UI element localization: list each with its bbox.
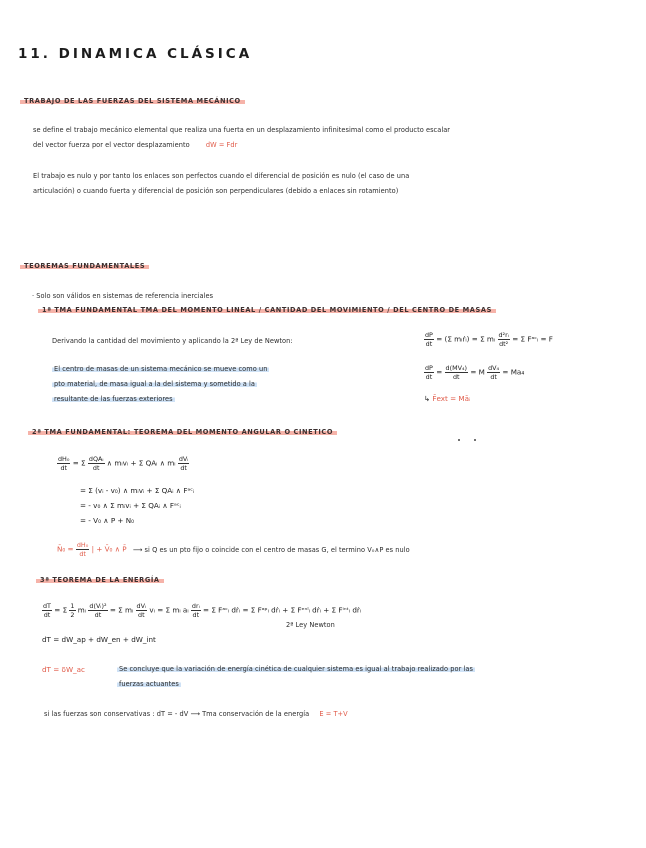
thm3-heading: 3ª TEOREMA DE LA ENERGÍA [36, 576, 164, 584]
work-formula: dW = Fdr [205, 141, 238, 149]
frac-d2r-dt2: $\frac{\text{d²rᵢ}}{\text{dt²}}$ [498, 331, 509, 348]
thm1-heading: 1ª TMA FUNDAMENTAL TMA DEL MOMENTO LINEAL / CANTIDAD DEL MOVIMIENTO / DEL CENTRO DE MASAS [38, 306, 496, 314]
thm3-eq2: dT = dW_ap + dW_en + dW_int [42, 635, 156, 644]
page-title: 11. DINAMICA CLÁSICA [18, 46, 253, 62]
thm2-eq3: = - v₀ ∧ Σ mᵢvᵢ + Σ QAᵢ ∧ Fᵃᶜᵢ [80, 501, 181, 510]
thm1-eq1: $\frac{dP}{dt}$ = (Σ mᵢṙᵢ) = Σ mᵢ $\frac{\text{d²rᵢ}}{\text{dt²}}$ = Σ Fᵃᶜᵢ = F [425, 331, 553, 348]
trabajo-line-3: El trabajo es nulo y por tanto los enlaces son perfectos cuando el diferencial de posición es nulo (el caso de una [33, 172, 410, 180]
thm1-blue-1: El centro de masas de un sistema mecánico se mueve como un [54, 365, 268, 373]
thm2-eq2: = Σ (vᵢ - v₀) ∧ mᵢvᵢ + Σ QAᵢ ∧ Fᵃᶜᵢ [80, 486, 195, 495]
thm3-red-eq: dT = δW_ac [42, 665, 85, 674]
trabajo-line-1: se define el trabajo mecánico elemental que realiza una fuerta en un desplazamiento infinitesimal como el producto escalar [33, 126, 451, 134]
frac-dp-dt: $\frac{dP}{dt}$ [425, 331, 433, 348]
thm1-eq3: ↳ F̄ext = Māᵢ [424, 394, 471, 403]
thm3-last-line: si las fuerzas son conservativas : dT = - dV ⟶ Tma conservación de la energía E = T+V [44, 710, 348, 718]
thm2-eq4: = - V₀ ∧ P + N₀ [80, 516, 134, 525]
stray-dot [474, 439, 476, 441]
thm1-derive-text: Derivando la cantidad del movimiento y aplicando la 2ª Ley de Newton: [52, 337, 293, 345]
thm1-eq2: $\frac{dP}{dt}$ = $\frac{\text{d(MV₄)}}{dt}$ = M $\frac{\text{dV₄}}{dt}$ = Ma₄ [425, 364, 525, 381]
section-heading-teoremas: TEOREMAS FUNDAMENTALES [20, 262, 149, 270]
thm3-blue-1: Se concluye que la variación de energía cinética de cualquier sistema es igual al trabajo realizado por las [119, 665, 473, 673]
thm3-blue-2: fuerzas actuantes [119, 680, 179, 688]
stray-dot [458, 439, 460, 441]
thm3-eq1: $\frac{dT}{dt}$ = Σ $\frac{1}{2}$ mᵢ $\frac{\text{d(Vᵢ)²}}{dt}$ = Σ mᵢ $\frac{\text{dVᵢ}}{dt}$ vᵢ = Σ mᵢ aᵢ $\frac{\text{drᵢ}}{dt}$ = Σ Fᵃᶜᵢ dṙᵢ = Σ Fᵃᵖᵢ dṙᵢ + Σ Fᵉⁿˡᵢ dṙᵢ + Σ Fⁱⁿᵗᵢ dṙᵢ [43, 602, 362, 619]
thm1-blue-3: resultante de las fuerzas exteriores [54, 395, 173, 403]
section-heading-trabajo: TRABAJO DE LAS FUERZAS DEL SISTEMA MECÁNICO [20, 97, 245, 105]
newton-law-note: 2ª Ley Newton [286, 621, 335, 629]
thm1-blue-2: pto material, de masa igual a la del sistema y sometido a la [54, 380, 256, 388]
inertial-note: · Solo son válidos en sistemas de referencia inerciales [32, 292, 214, 300]
trabajo-line-4: articulación) o cuando fuerta y diferencial de posición son perpendiculares (debido a enlaces sin rotamiento) [33, 187, 399, 195]
thm2-eq1: $\frac{\text{dH₀}}{dt}$ = Σ $\frac{\text{dQAᵢ}}{dt}$ ∧ mᵢvᵢ + Σ QAᵢ ∧ mᵢ $\frac{\text{dVᵢ}}{dt}$ [58, 455, 189, 472]
trabajo-line-2: del vector fuerza por el vector desplazamiento dW = Fdr [33, 141, 238, 149]
thm2-heading: 2ª TMA FUNDAMENTAL: TEOREMA DEL MOMENTO ANGULAR O CINETICO [28, 428, 337, 436]
thm2-eq5: N̄₀ = $\frac{\text{dH₀}}{dt}$ | + V̄₀ ∧ P̄ ⟶ si Q es un pto fijo o coincide con el centro de masas G, el termino V₀∧P es nulo [57, 541, 410, 558]
